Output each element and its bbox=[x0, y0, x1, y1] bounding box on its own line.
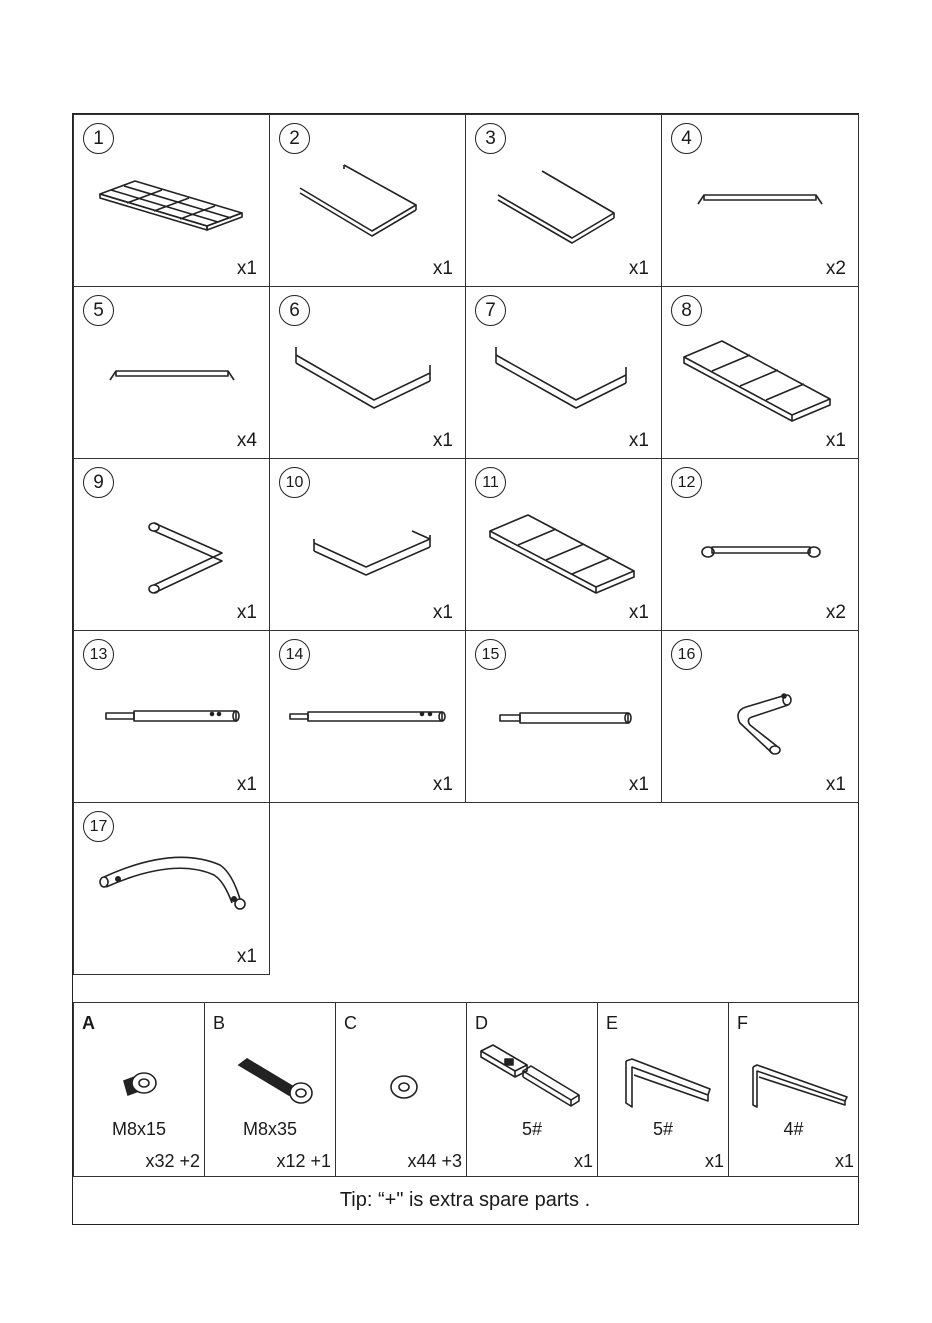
part-quantity: x1 bbox=[236, 946, 257, 967]
part-number: 12 bbox=[671, 467, 702, 498]
part-number: 6 bbox=[279, 295, 310, 326]
part-quantity: x1 bbox=[236, 774, 257, 795]
hardware-size: M8x15 bbox=[111, 1119, 167, 1139]
hardware-letter: A bbox=[82, 1013, 95, 1033]
part-cell-14 bbox=[269, 630, 466, 803]
hardware-letter: C bbox=[344, 1013, 357, 1033]
part-number: 5 bbox=[83, 295, 114, 326]
hardware-letter: F bbox=[737, 1013, 748, 1033]
part-cell-12 bbox=[661, 458, 859, 631]
part-number: 10 bbox=[279, 467, 310, 498]
hardware-letter: E bbox=[606, 1013, 619, 1033]
part-quantity: x1 bbox=[628, 430, 649, 451]
part-number: 9 bbox=[83, 467, 114, 498]
part-quantity: x1 bbox=[236, 602, 257, 623]
part-cell-9 bbox=[73, 458, 270, 631]
part-cell-7 bbox=[465, 286, 662, 459]
hardware-quantity: x44 +3 bbox=[407, 1151, 462, 1171]
hardware-cell-e bbox=[597, 1002, 729, 1177]
part-quantity: x1 bbox=[236, 258, 257, 279]
parts-list-sheet bbox=[72, 113, 859, 1225]
part-cell-15 bbox=[465, 630, 662, 803]
part-quantity: x1 bbox=[825, 774, 846, 795]
part-cell-2 bbox=[269, 114, 466, 287]
hardware-cell-c bbox=[335, 1002, 467, 1177]
hardware-quantity: x1 bbox=[704, 1151, 724, 1171]
hardware-cell-a bbox=[73, 1002, 205, 1177]
part-quantity: x1 bbox=[432, 430, 453, 451]
part-quantity: x2 bbox=[825, 602, 846, 623]
part-cell-1 bbox=[73, 114, 270, 287]
part-cell-17 bbox=[73, 802, 270, 975]
part-number: 13 bbox=[83, 639, 114, 670]
part-number: 8 bbox=[671, 295, 702, 326]
part-number: 2 bbox=[279, 123, 310, 154]
part-cell-6 bbox=[269, 286, 466, 459]
hardware-size: 5# bbox=[652, 1119, 674, 1139]
part-cell-8 bbox=[661, 286, 859, 459]
part-quantity: x1 bbox=[628, 774, 649, 795]
hardware-quantity: x1 bbox=[573, 1151, 593, 1171]
part-number: 15 bbox=[475, 639, 506, 670]
part-number: 16 bbox=[671, 639, 702, 670]
hardware-letter: B bbox=[213, 1013, 226, 1033]
hardware-cell-d bbox=[466, 1002, 598, 1177]
part-quantity: x1 bbox=[432, 774, 453, 795]
hardware-cell-b bbox=[204, 1002, 336, 1177]
hardware-quantity: x1 bbox=[834, 1151, 854, 1171]
hardware-size: 5# bbox=[521, 1119, 543, 1139]
part-quantity: x1 bbox=[628, 258, 649, 279]
part-quantity: x1 bbox=[432, 602, 453, 623]
part-quantity: x1 bbox=[432, 258, 453, 279]
hardware-size: 4# bbox=[783, 1119, 804, 1139]
part-cell-4 bbox=[661, 114, 859, 287]
hardware-quantity: x32 +2 bbox=[145, 1151, 200, 1171]
spare-parts-tip: Tip: “+" is extra spare parts . bbox=[339, 1189, 591, 1211]
part-quantity: x1 bbox=[825, 430, 846, 451]
hardware-quantity: x12 +1 bbox=[276, 1151, 331, 1171]
part-quantity: x2 bbox=[825, 258, 846, 279]
hardware-cell-f bbox=[728, 1002, 859, 1177]
part-number: 1 bbox=[83, 123, 114, 154]
part-number: 4 bbox=[671, 123, 702, 154]
part-number: 7 bbox=[475, 295, 506, 326]
part-cell-10 bbox=[269, 458, 466, 631]
part-cell-11 bbox=[465, 458, 662, 631]
part-cell-5 bbox=[73, 286, 270, 459]
part-quantity: x4 bbox=[236, 430, 257, 451]
part-number: 11 bbox=[475, 467, 506, 498]
part-quantity: x1 bbox=[628, 602, 649, 623]
hardware-size: M8x35 bbox=[242, 1119, 298, 1139]
hardware-letter: D bbox=[475, 1013, 488, 1033]
part-cell-13 bbox=[73, 630, 270, 803]
part-number: 3 bbox=[475, 123, 506, 154]
part-number: 14 bbox=[279, 639, 310, 670]
part-cell-16 bbox=[661, 630, 859, 803]
part-number: 17 bbox=[83, 811, 114, 842]
part-cell-3 bbox=[465, 114, 662, 287]
